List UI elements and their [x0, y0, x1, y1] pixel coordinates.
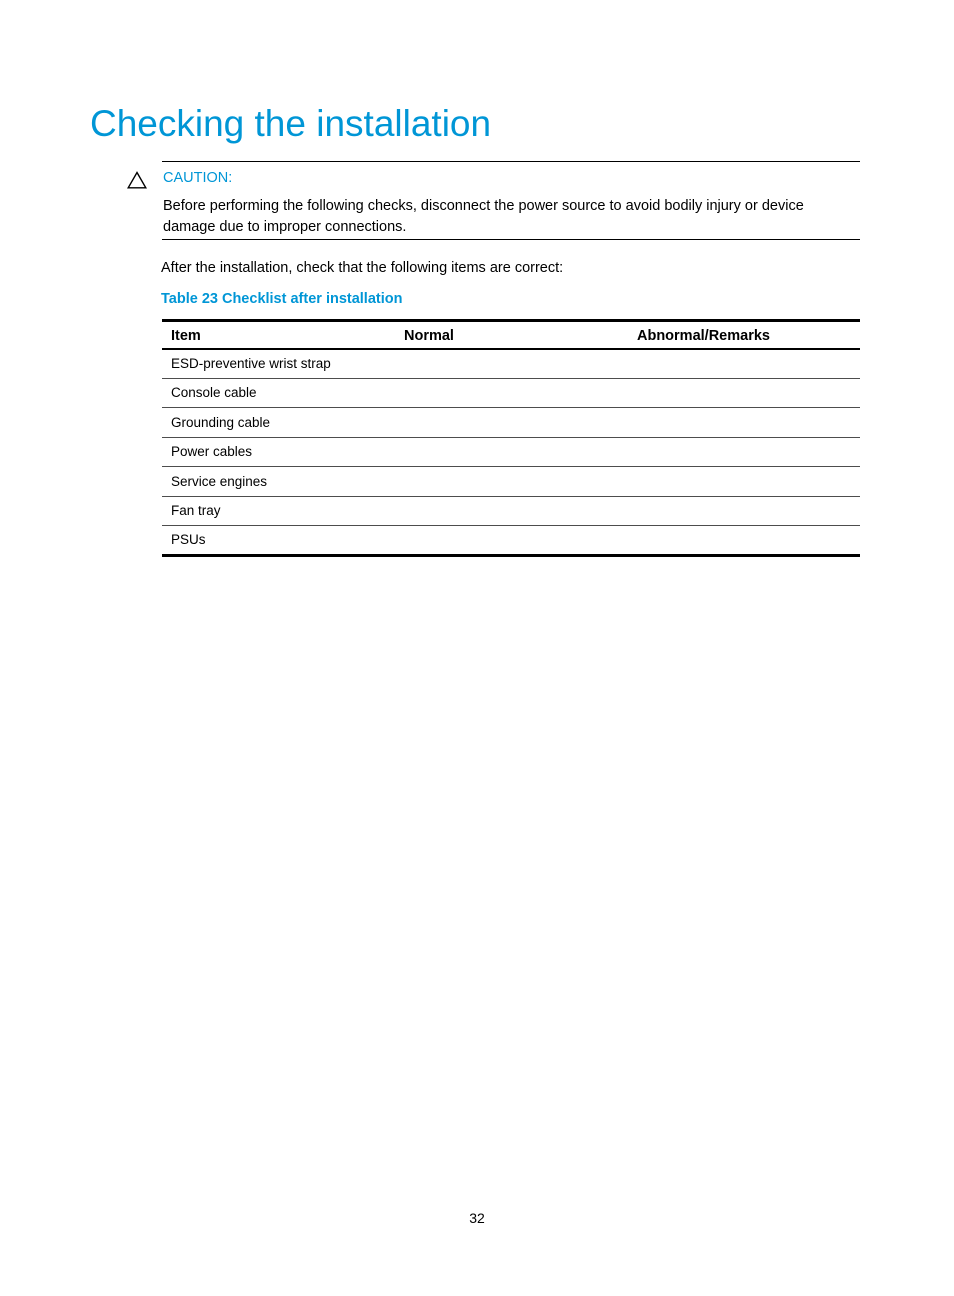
table-row: [162, 467, 860, 497]
table-row: [162, 408, 860, 438]
item-cell: Fan tray: [162, 496, 395, 526]
item-cell: Service engines: [162, 467, 395, 497]
intro-paragraph: After the installation, check that the following items are correct:: [161, 260, 564, 276]
normal-cell: [395, 526, 628, 556]
column-header-normal: Normal: [395, 321, 628, 349]
remarks-cell: [628, 467, 860, 497]
normal-cell: [395, 408, 628, 438]
item-cell: Grounding cable: [162, 408, 395, 438]
normal-cell: [395, 496, 628, 526]
column-header-item: Item: [162, 321, 395, 349]
remarks-cell: [628, 408, 860, 438]
table-row: [162, 496, 860, 526]
table-caption: Table 23 Checklist after installation: [161, 291, 403, 307]
table-header-row: [162, 321, 860, 349]
caution-text: Before performing the following checks, disconnect the power source to avoid bodily injury or device damage due to improper connections.: [163, 198, 804, 235]
normal-cell: [395, 349, 628, 379]
table-row: [162, 437, 860, 467]
table-row: [162, 349, 860, 379]
warning-triangle-icon: [127, 171, 147, 189]
remarks-cell: [628, 437, 860, 467]
remarks-cell: [628, 378, 860, 408]
item-cell: Console cable: [162, 378, 395, 408]
remarks-cell: [628, 349, 860, 379]
column-header-remarks: Abnormal/Remarks: [628, 321, 860, 349]
page-title: Checking the installation: [90, 103, 492, 144]
caution-label: CAUTION:: [163, 170, 233, 186]
page-number: 32: [469, 1210, 485, 1226]
normal-cell: [395, 467, 628, 497]
remarks-cell: [628, 496, 860, 526]
normal-cell: [395, 378, 628, 408]
item-cell: ESD-preventive wrist strap: [162, 349, 395, 379]
checklist-table: [162, 319, 860, 557]
remarks-cell: [628, 526, 860, 556]
item-cell: Power cables: [162, 437, 395, 467]
table-row: [162, 526, 860, 556]
item-cell: PSUs: [171, 532, 206, 548]
normal-cell: [395, 437, 628, 467]
table-row: [162, 378, 860, 408]
